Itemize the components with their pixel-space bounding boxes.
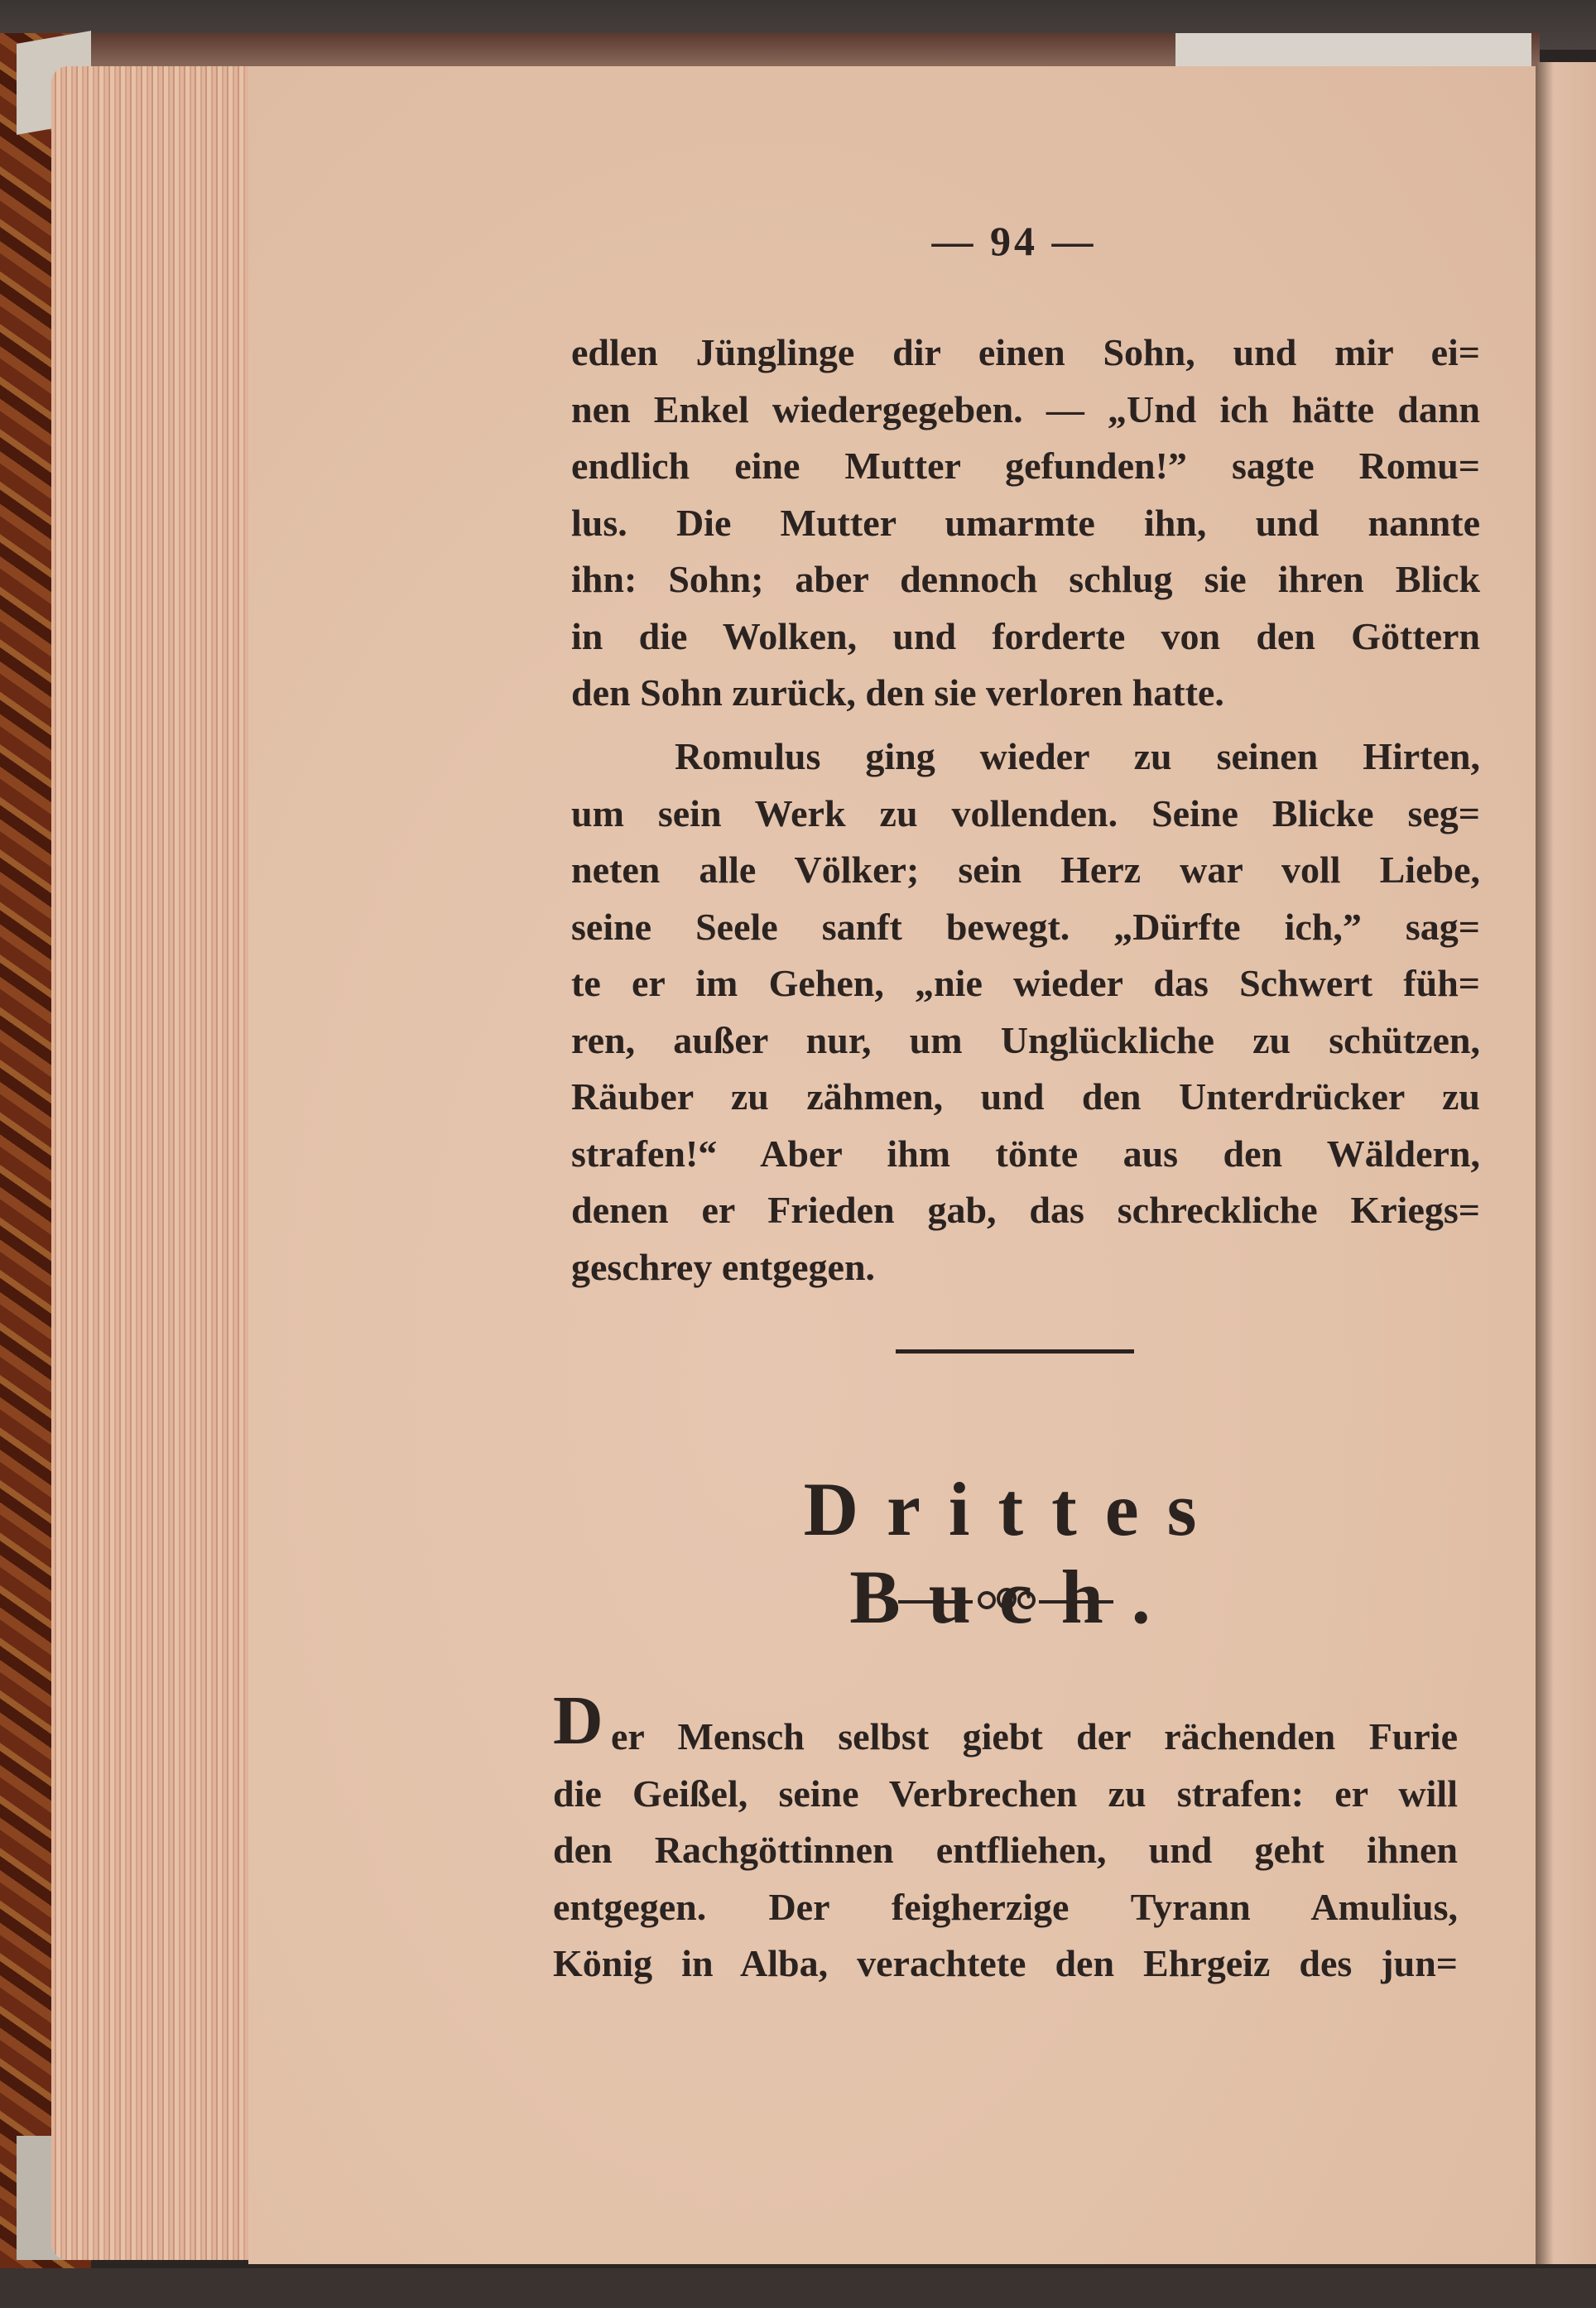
text-line: König in Alba, verachtete den Ehrgeiz des jun= <box>553 1942 1458 1984</box>
page-edges <box>51 66 267 2260</box>
text-line: lus. Die Mutter umarmte ihn, und nannte <box>571 501 1480 544</box>
next-page-edge <box>1536 62 1596 2264</box>
text-line: entgegen. Der feigherzige Tyrann Amulius, <box>553 1885 1458 1928</box>
text-line: te er im Gehen, „nie wieder das Schwert füh= <box>571 962 1480 1004</box>
text-line: endlich eine Mutter gefunden!” sagte Romu= <box>571 445 1480 487</box>
text-line: nen Enkel wiedergegeben. — „Und ich hätte dann <box>571 387 1480 430</box>
text-line: den Sohn zurück, den sie verloren hatte. <box>571 671 1224 714</box>
book-top-edge-light <box>1175 33 1531 68</box>
text-line: er Mensch selbst giebt der rächenden Furie <box>611 1715 1458 1757</box>
text-line: edlen Jünglinge dir einen Sohn, und mir ei= <box>571 331 1480 373</box>
scan-background-bottom <box>0 2268 1596 2308</box>
chapter-heading: Drittes Buch. <box>803 1467 1225 1639</box>
drop-cap: D <box>553 1682 603 1759</box>
text-line: Räuber zu zähmen, und den Unterdrücker zu <box>571 1075 1480 1118</box>
text-line: neten alle Völker; sein Herz war voll Liebe, <box>571 849 1480 891</box>
text-line: die Geißel, seine Verbrechen zu strafen: er will <box>553 1772 1458 1815</box>
text-line: Romulus ging wieder zu seinen Hirten, <box>675 735 1480 777</box>
text-line: geschrey entgegen. <box>571 1245 876 1288</box>
text-line: seine Seele sanft bewegt. „Dürfte ich,” sag= <box>571 905 1480 948</box>
page-number: — 94 — <box>931 218 1097 264</box>
section-rule <box>896 1349 1134 1354</box>
text-line: strafen!“ Aber ihm tönte aus den Wäldern, <box>571 1132 1480 1175</box>
text-line: in die Wolken, und forderte von den Göttern <box>571 614 1480 657</box>
text-line: um sein Werk zu vollenden. Seine Blicke seg= <box>571 791 1480 834</box>
text-line: den Rachgöttinnen entfliehen, und geht ihnen <box>553 1829 1458 1871</box>
text-line: ihn: Sohn; aber dennoch schlug sie ihren Blick <box>571 558 1480 600</box>
text-line: ren, außer nur, um Unglückliche zu schützen, <box>571 1018 1480 1061</box>
text-line: denen er Frieden gab, das schreckliche Kriegs= <box>571 1189 1480 1231</box>
